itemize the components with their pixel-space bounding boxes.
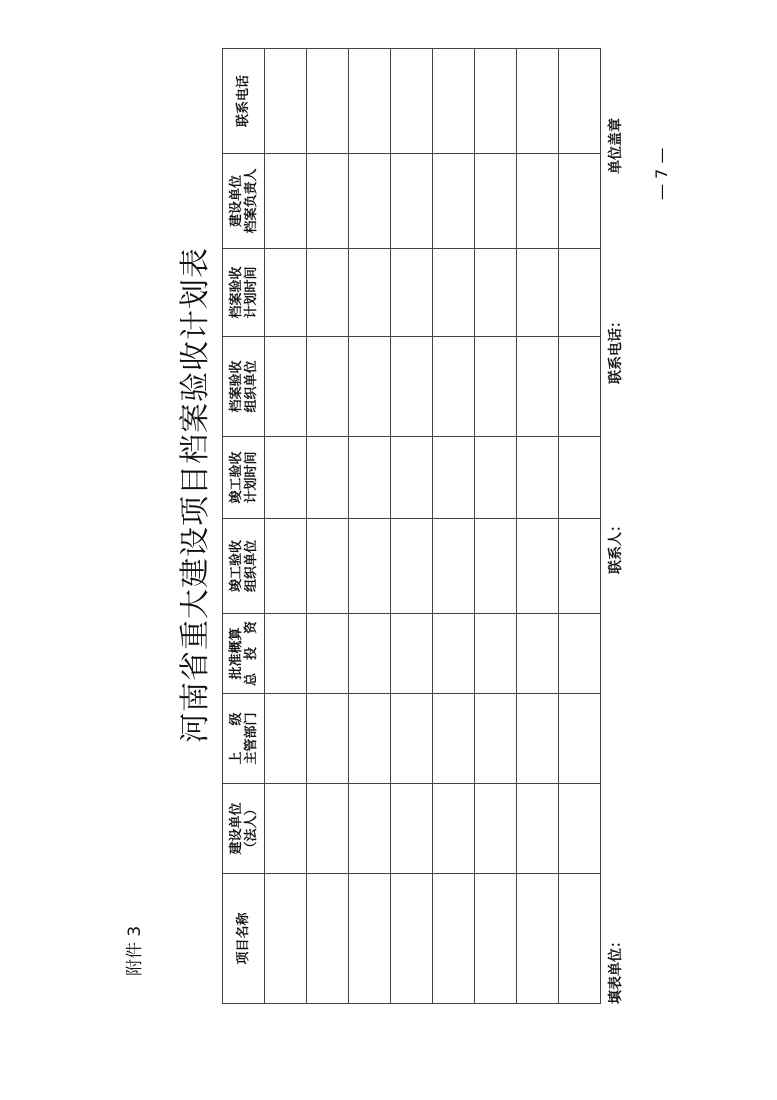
- table-cell[interactable]: [475, 874, 517, 1004]
- table-cell[interactable]: [307, 154, 349, 249]
- table-cell[interactable]: [517, 784, 559, 874]
- table-cell[interactable]: [307, 874, 349, 1004]
- table-cell[interactable]: [559, 437, 601, 519]
- table-cell[interactable]: [433, 154, 475, 249]
- table-cell[interactable]: [349, 694, 391, 784]
- table-cell[interactable]: [265, 694, 307, 784]
- column-header-archive-acceptance-time: 档案验收 计划时间: [223, 249, 265, 337]
- table-cell[interactable]: [433, 874, 475, 1004]
- table-cell[interactable]: [475, 614, 517, 694]
- table-cell[interactable]: [475, 249, 517, 337]
- table-cell[interactable]: [265, 49, 307, 154]
- column-header-construction-unit: 建设单位 （法人）: [223, 784, 265, 874]
- table-cell[interactable]: [517, 249, 559, 337]
- table-cell[interactable]: [307, 614, 349, 694]
- table-cell[interactable]: [433, 519, 475, 614]
- table-cell[interactable]: [391, 337, 433, 437]
- table-cell[interactable]: [391, 874, 433, 1004]
- table-cell[interactable]: [517, 337, 559, 437]
- table-cell[interactable]: [517, 49, 559, 154]
- table-cell[interactable]: [475, 694, 517, 784]
- table-cell[interactable]: [391, 614, 433, 694]
- table-cell[interactable]: [349, 519, 391, 614]
- table-cell[interactable]: [559, 154, 601, 249]
- table-cell[interactable]: [265, 519, 307, 614]
- table-cell[interactable]: [307, 784, 349, 874]
- fill-unit-label: 填表单位：: [608, 934, 624, 1004]
- table-cell[interactable]: [559, 49, 601, 154]
- table-cell[interactable]: [433, 784, 475, 874]
- table-cell[interactable]: [475, 337, 517, 437]
- table-row: [475, 49, 517, 1004]
- table-cell[interactable]: [559, 614, 601, 694]
- table-cell[interactable]: [307, 249, 349, 337]
- table-cell[interactable]: [475, 784, 517, 874]
- table-cell[interactable]: [307, 519, 349, 614]
- table-cell[interactable]: [265, 154, 307, 249]
- table-cell[interactable]: [307, 694, 349, 784]
- table-cell[interactable]: [391, 49, 433, 154]
- table-cell[interactable]: [391, 784, 433, 874]
- table-cell[interactable]: [559, 337, 601, 437]
- table-cell[interactable]: [475, 154, 517, 249]
- table-cell[interactable]: [517, 437, 559, 519]
- table-footer: [605, 4, 629, 1004]
- table-cell[interactable]: [265, 249, 307, 337]
- column-header-approved-investment: 批准概算 总 投 资: [223, 614, 265, 694]
- table-cell[interactable]: [349, 249, 391, 337]
- seal-label: 单位盖章: [608, 118, 624, 174]
- column-header-supervising-department: 上 级 主管部门: [223, 694, 265, 784]
- table-cell[interactable]: [265, 614, 307, 694]
- table-row: [349, 49, 391, 1004]
- contact-phone-label: 联系电话：: [608, 314, 624, 384]
- table-cell[interactable]: [391, 249, 433, 337]
- table-cell[interactable]: [265, 337, 307, 437]
- table-cell[interactable]: [349, 437, 391, 519]
- table-cell[interactable]: [391, 694, 433, 784]
- column-header-project-name: 项目名称: [223, 874, 265, 1004]
- table-cell[interactable]: [349, 337, 391, 437]
- table-cell[interactable]: [391, 519, 433, 614]
- table-cell[interactable]: [265, 437, 307, 519]
- table-cell[interactable]: [433, 49, 475, 154]
- table-cell[interactable]: [433, 437, 475, 519]
- table-cell[interactable]: [433, 337, 475, 437]
- column-header-completion-acceptance-time: 竣工验收 计划时间: [223, 437, 265, 519]
- table-cell[interactable]: [475, 519, 517, 614]
- table-body: [265, 49, 601, 1004]
- table-cell[interactable]: [559, 249, 601, 337]
- table-cell[interactable]: [307, 337, 349, 437]
- table-header-row: [223, 49, 265, 1004]
- table-cell[interactable]: [307, 49, 349, 154]
- table-cell[interactable]: [265, 784, 307, 874]
- column-header-archive-acceptance-organizer: 档案验收 组织单位: [223, 337, 265, 437]
- column-header-archive-responsible-person: 建设单位 档案负责人: [223, 154, 265, 249]
- column-header-completion-acceptance-organizer: 竣工验收 组织单位: [223, 519, 265, 614]
- table-cell[interactable]: [559, 519, 601, 614]
- table-cell[interactable]: [433, 694, 475, 784]
- table-cell[interactable]: [517, 874, 559, 1004]
- table-cell[interactable]: [349, 874, 391, 1004]
- attachment-label: 附件 3: [125, 925, 145, 976]
- table-row: [265, 49, 307, 1004]
- table-cell[interactable]: [265, 874, 307, 1004]
- acceptance-plan-table: [222, 48, 601, 1004]
- table-cell[interactable]: [307, 437, 349, 519]
- page-title: 河南省重大建设项目档案验收计划表: [178, 247, 213, 743]
- table-cell[interactable]: [517, 154, 559, 249]
- table-cell[interactable]: [391, 437, 433, 519]
- table-cell[interactable]: [349, 784, 391, 874]
- table-row: [307, 49, 349, 1004]
- table-cell[interactable]: [475, 49, 517, 154]
- table-cell[interactable]: [517, 694, 559, 784]
- table-cell[interactable]: [433, 249, 475, 337]
- table-cell[interactable]: [349, 154, 391, 249]
- table-cell[interactable]: [433, 614, 475, 694]
- table-cell[interactable]: [349, 614, 391, 694]
- table-cell[interactable]: [559, 784, 601, 874]
- table-cell[interactable]: [475, 437, 517, 519]
- table-cell[interactable]: [559, 874, 601, 1004]
- table-cell[interactable]: [349, 49, 391, 154]
- table-row: [517, 49, 559, 1004]
- table-cell[interactable]: [559, 694, 601, 784]
- table-cell[interactable]: [517, 614, 559, 694]
- table-row: [391, 49, 433, 1004]
- column-header-contact-phone: 联系电话: [223, 49, 265, 154]
- contact-person-label: 联系人：: [608, 518, 624, 574]
- page-number: — 7 —: [652, 147, 671, 200]
- table-row: [559, 49, 601, 1004]
- table-cell[interactable]: [391, 154, 433, 249]
- table-row: [433, 49, 475, 1004]
- table-cell[interactable]: [517, 519, 559, 614]
